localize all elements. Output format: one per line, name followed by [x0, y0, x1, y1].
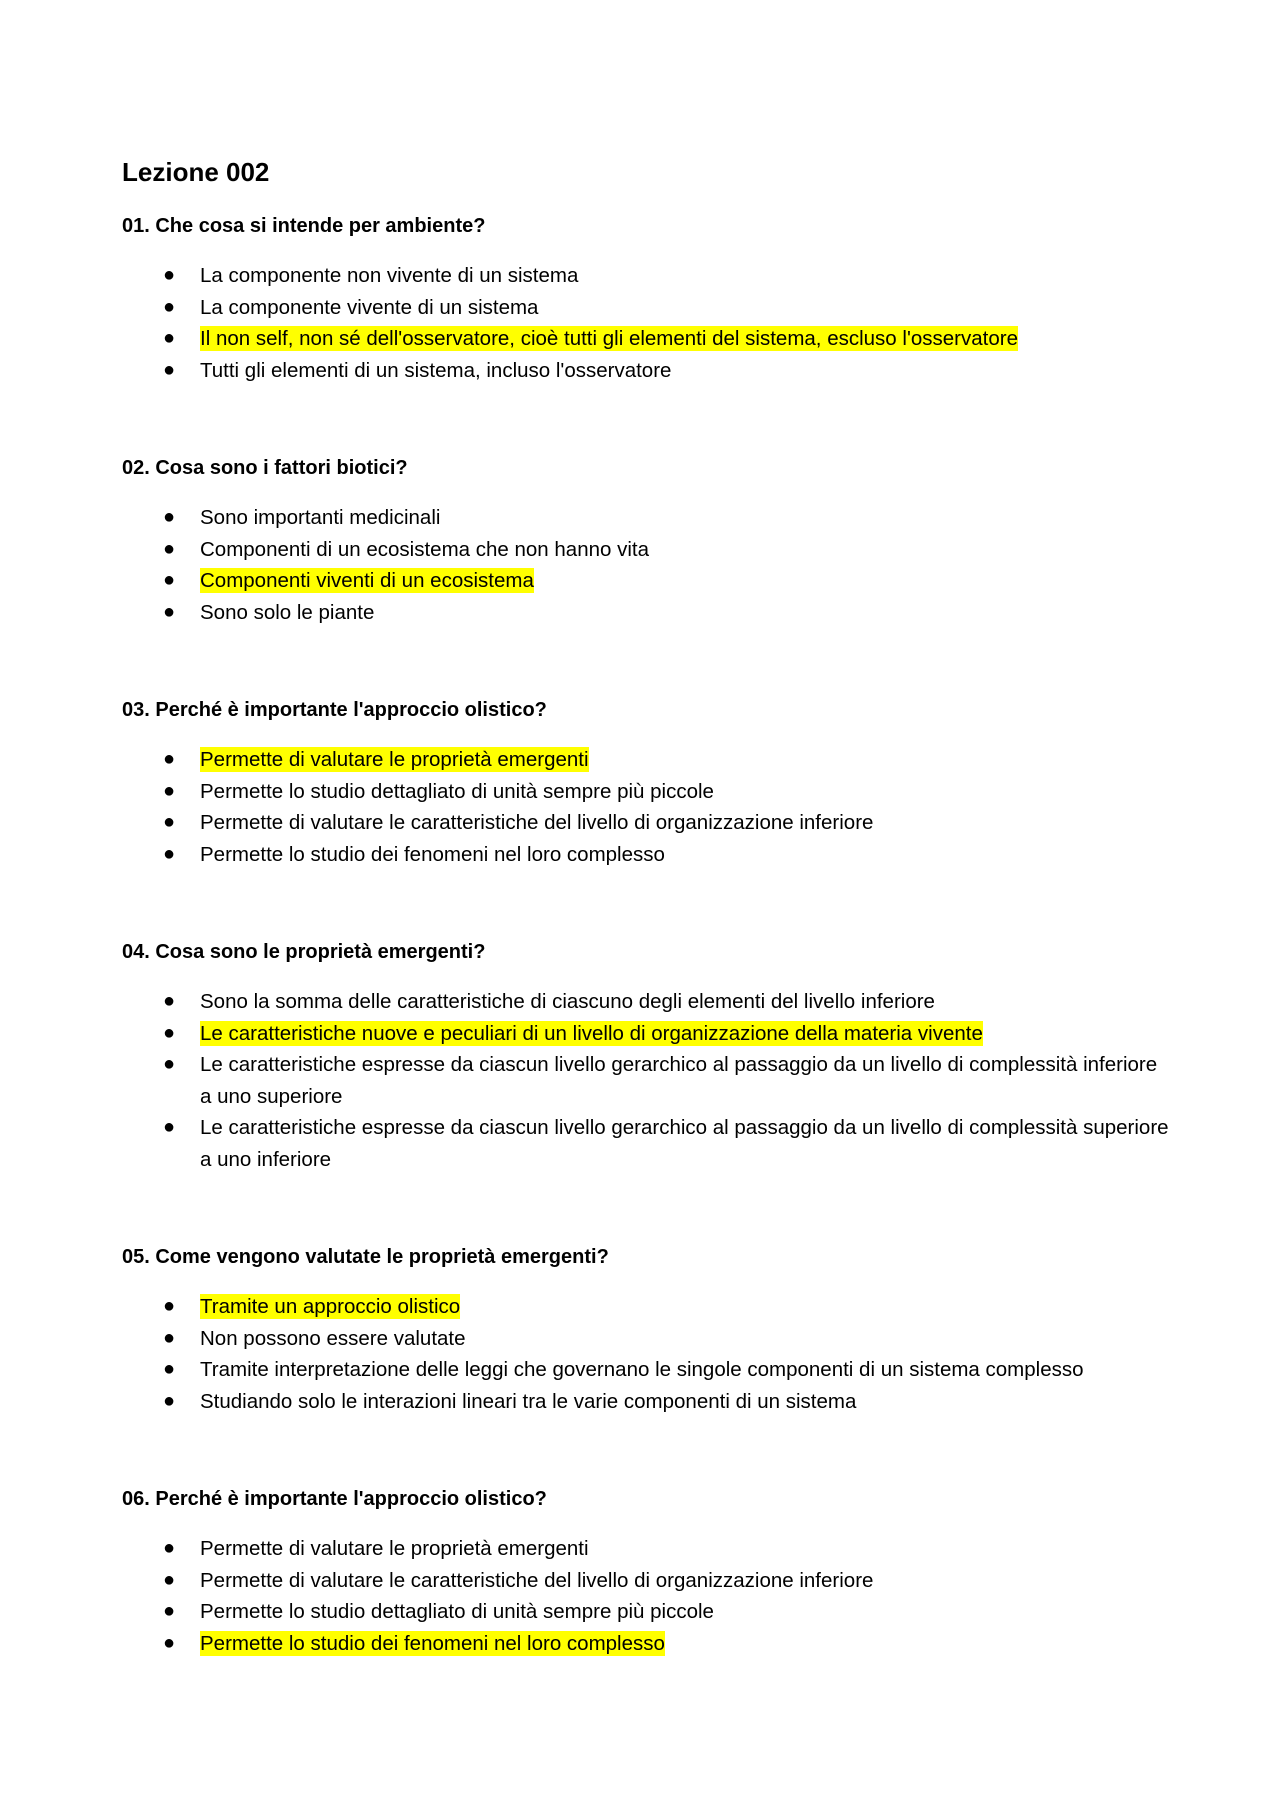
bullet-icon: ●	[163, 1326, 176, 1349]
answer-item-correct	[122, 1018, 1172, 1050]
bullet-icon: ●	[163, 600, 176, 623]
answer-list	[122, 986, 1172, 1175]
document-page	[122, 154, 1172, 1727]
answer-text: Le caratteristiche espresse da ciascun livello gerarchico al passaggio da un livello di complessità inferiore a uno superiore	[200, 1053, 1158, 1108]
bullet-icon: ●	[163, 1358, 176, 1380]
answer-list	[122, 1291, 1172, 1417]
bullet-icon: ●	[163, 1631, 176, 1654]
bullet-icon: ●	[163, 990, 176, 1012]
answer-item	[122, 1533, 1172, 1565]
answer-text: Sono solo le piante	[200, 600, 375, 624]
bullet-icon: ●	[163, 1568, 176, 1591]
bullet-icon: ●	[163, 327, 176, 349]
answer-item-correct	[122, 744, 1172, 776]
answer-text-highlighted: Permette lo studio dei fenomeni nel loro complesso	[200, 1631, 665, 1655]
answer-item	[122, 597, 1172, 629]
answer-text: Non possono essere valutate	[200, 1326, 466, 1350]
question-block	[122, 212, 1172, 386]
answer-text: Tramite interpretazione delle leggi che governano le singole componenti di un sistema complesso	[200, 1358, 1084, 1381]
question-text: 03. Perché è importante l'approccio olistico?	[122, 699, 547, 721]
document-title: Lezione 002	[122, 157, 270, 187]
answer-item	[122, 1354, 1172, 1386]
question-text: 05. Come vengono valutate le proprietà emergenti?	[122, 1246, 609, 1268]
answer-item-correct	[122, 1628, 1172, 1660]
answer-item-correct	[122, 565, 1172, 597]
answer-item	[122, 839, 1172, 871]
answer-item	[122, 292, 1172, 324]
answer-item	[122, 807, 1172, 839]
bullet-icon: ●	[163, 1021, 176, 1044]
answer-text: Sono importanti medicinali	[200, 506, 441, 529]
bullet-icon: ●	[163, 842, 176, 865]
answer-text-highlighted: Permette di valutare le proprietà emergenti	[200, 748, 589, 771]
answer-text: Permette di valutare le caratteristiche del livello di organizzazione inferiore	[200, 811, 874, 834]
bullet-icon: ●	[163, 1116, 176, 1138]
bullet-icon: ●	[163, 1537, 176, 1559]
answer-item	[122, 1565, 1172, 1597]
answer-item	[122, 534, 1172, 566]
answer-text: Studiando solo le interazioni lineari tra le varie componenti di un sistema	[200, 1389, 857, 1413]
bullet-icon: ●	[163, 358, 176, 381]
bullet-icon: ●	[163, 1053, 176, 1075]
answer-text: Tutti gli elementi di un sistema, incluso l'osservatore	[200, 358, 672, 382]
answer-text-highlighted: Le caratteristiche nuove e peculiari di un livello di organizzazione della materia vivente	[200, 1021, 983, 1045]
answer-item	[122, 502, 1172, 534]
bullet-icon: ●	[163, 264, 176, 286]
question-text: 02. Cosa sono i fattori biotici?	[122, 457, 408, 479]
bullet-icon: ●	[163, 811, 176, 833]
answer-item	[122, 986, 1172, 1018]
question-list	[122, 212, 1172, 1659]
bullet-icon: ●	[163, 295, 176, 318]
bullet-icon: ●	[163, 779, 176, 802]
bullet-icon: ●	[163, 1389, 176, 1412]
bullet-icon: ●	[163, 748, 176, 770]
answer-text-highlighted: Il non self, non sé dell'osservatore, cioè tutti gli elementi del sistema, escluso l'osservatore	[200, 327, 1018, 350]
bullet-icon: ●	[163, 506, 176, 528]
bullet-icon: ●	[163, 1600, 176, 1622]
question-block	[122, 454, 1172, 628]
answer-text: La componente vivente di un sistema	[200, 295, 539, 319]
answer-text-highlighted: Componenti viventi di un ecosistema	[200, 569, 534, 592]
answer-item-correct	[122, 323, 1172, 355]
answer-item	[122, 1596, 1172, 1628]
bullet-icon: ●	[163, 1295, 176, 1317]
answer-text: Le caratteristiche espresse da ciascun livello gerarchico al passaggio da un livello di complessità superiore a uno inferiore	[200, 1116, 1169, 1171]
answer-item	[122, 355, 1172, 387]
question-text: 06. Perché è importante l'approccio olistico?	[122, 1488, 547, 1510]
answer-text: Permette lo studio dettagliato di unità sempre più piccole	[200, 1600, 714, 1623]
answer-list	[122, 260, 1172, 386]
bullet-icon: ●	[163, 537, 176, 560]
answer-item	[122, 1386, 1172, 1418]
answer-item	[122, 1112, 1172, 1175]
answer-item	[122, 776, 1172, 808]
answer-item	[122, 1323, 1172, 1355]
question-block	[122, 938, 1172, 1175]
answer-text: Permette lo studio dei fenomeni nel loro complesso	[200, 842, 665, 866]
question-block	[122, 696, 1172, 870]
answer-list	[122, 744, 1172, 870]
answer-text: Sono la somma delle caratteristiche di ciascuno degli elementi del livello inferiore	[200, 990, 935, 1013]
answer-item-correct	[122, 1291, 1172, 1323]
question-text: 01. Che cosa si intende per ambiente?	[122, 215, 486, 237]
answer-text-highlighted: Tramite un approccio olistico	[200, 1295, 461, 1318]
answer-text: Permette di valutare le caratteristiche del livello di organizzazione inferiore	[200, 1568, 874, 1592]
answer-item	[122, 1049, 1172, 1112]
question-block	[122, 1485, 1172, 1659]
answer-text: La componente non vivente di un sistema	[200, 264, 579, 287]
answer-list	[122, 502, 1172, 628]
bullet-icon: ●	[163, 569, 176, 591]
question-text: 04. Cosa sono le proprietà emergenti?	[122, 941, 486, 963]
answer-list	[122, 1533, 1172, 1659]
answer-text: Permette di valutare le proprietà emergenti	[200, 1537, 589, 1560]
question-block	[122, 1243, 1172, 1417]
answer-text: Permette lo studio dettagliato di unità sempre più piccole	[200, 779, 714, 803]
answer-text: Componenti di un ecosistema che non hanno vita	[200, 537, 650, 561]
answer-item	[122, 260, 1172, 292]
